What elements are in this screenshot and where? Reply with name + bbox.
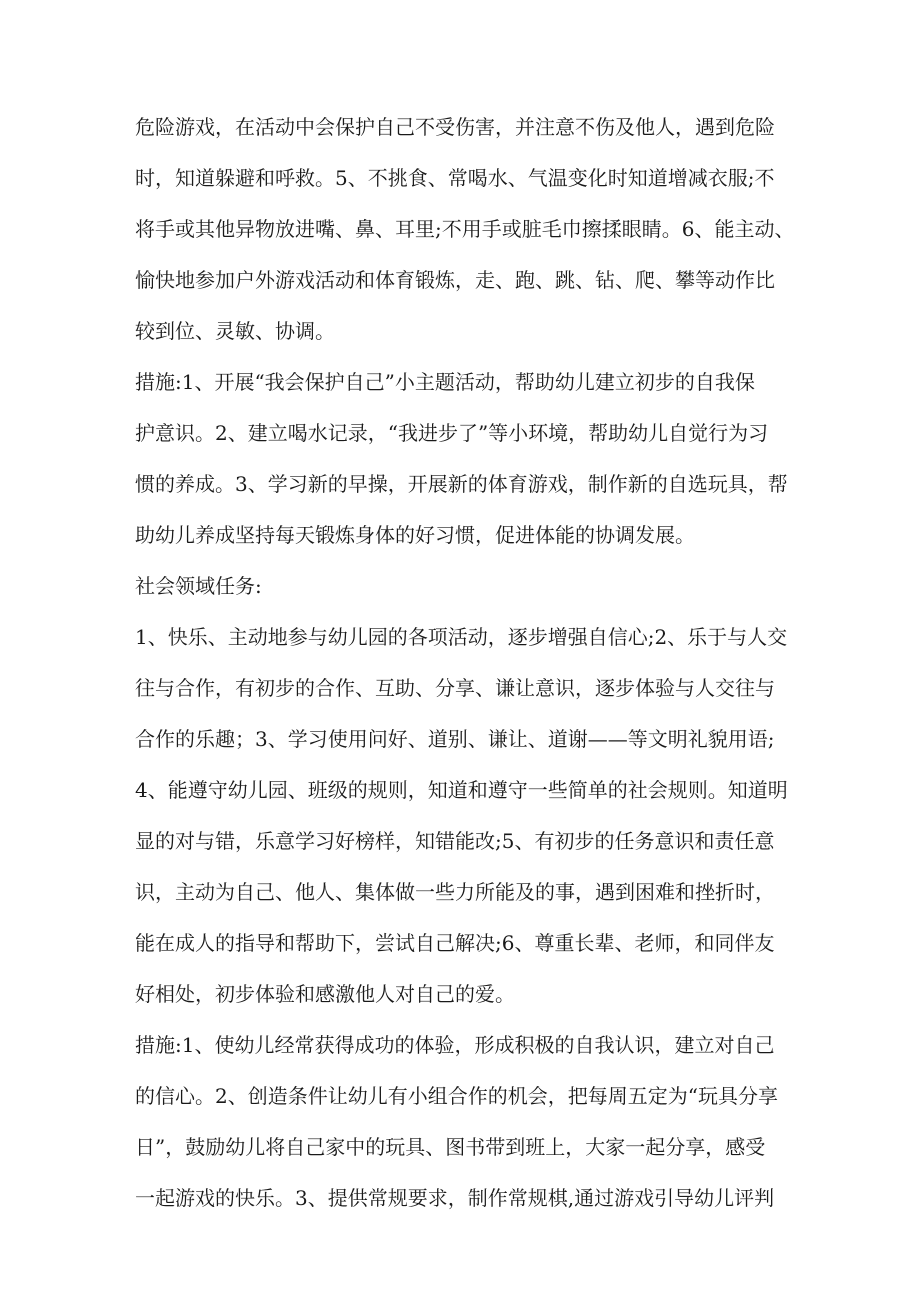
text-line: 措施:1、使幼儿经常获得成功的体验，形成积极的自我认识，建立对自己 [135, 1033, 775, 1057]
text-line: 较到位、灵敏、协调。 [135, 319, 335, 343]
text-line: 1、快乐、主动地参与幼儿园的各项活动，逐步增强自信心;2、乐于与人交 [135, 625, 788, 649]
text-line: 危险游戏，在活动中会保护自己不受伤害，并注意不伤及他人，遇到危险 [135, 115, 775, 139]
text-line: 愉快地参加户外游戏活动和体育锻炼，走、跑、跳、钻、爬、攀等动作比 [135, 268, 775, 292]
text-line: 合作的乐趣；3、学习使用问好、道别、谦让、道谢——等文明礼貌用语; [135, 727, 775, 751]
text-line: 的信心。2、创造条件让幼儿有小组合作的机会，把每周五定为“玩具分享 [135, 1084, 778, 1108]
text-line: 好相处，初步体验和感激他人对自己的爱。 [135, 982, 515, 1006]
text-line: 一起游戏的快乐。3、提供常规要求，制作常规棋,通过游戏引导幼儿评判 [135, 1186, 775, 1210]
text-line: 能在成人的指导和帮助下，尝试自己解决;6、尊重长辈、老师，和同伴友 [135, 931, 775, 955]
text-line: 往与合作，有初步的合作、互助、分享、谦让意识，逐步体验与人交往与 [135, 676, 775, 700]
text-line: 措施:1、开展“我会保护自己”小主题活动，帮助幼儿建立初步的自我保 [135, 370, 755, 394]
text-line: 助幼儿养成坚持每天锻炼身体的好习惯，促进体能的协调发展。 [135, 523, 695, 547]
text-line: 4、能遵守幼儿园、班级的规则，知道和遵守一些简单的社会规则。知道明 [135, 778, 788, 802]
text-line: 识，主动为自己、他人、集体做一些力所能及的事，遇到困难和挫折时， [135, 880, 775, 904]
text-line: 显的对与错，乐意学习好榜样，知错能改;5、有初步的任务意识和责任意 [135, 829, 775, 853]
text-line: 惯的养成。3、学习新的早操，开展新的体育游戏，制作新的自选玩具，帮 [135, 472, 788, 496]
text-line: 时，知道躲避和呼救。5、不挑食、常喝水、气温变化时知道增减衣服;不 [135, 166, 775, 190]
text-line: 将手或其他异物放进嘴、鼻、耳里;不用手或脏毛巾擦揉眼睛。6、能主动、 [135, 217, 795, 241]
text-line: 护意识。2、建立喝水记录，“我进步了”等小环境，帮助幼儿自觉行为习 [135, 421, 769, 445]
body-text [135, 102, 815, 1224]
text-line: 日”，鼓励幼儿将自己家中的玩具、图书带到班上，大家一起分享，感受 [135, 1135, 766, 1159]
section-heading: 社会领域任务: [135, 574, 262, 598]
